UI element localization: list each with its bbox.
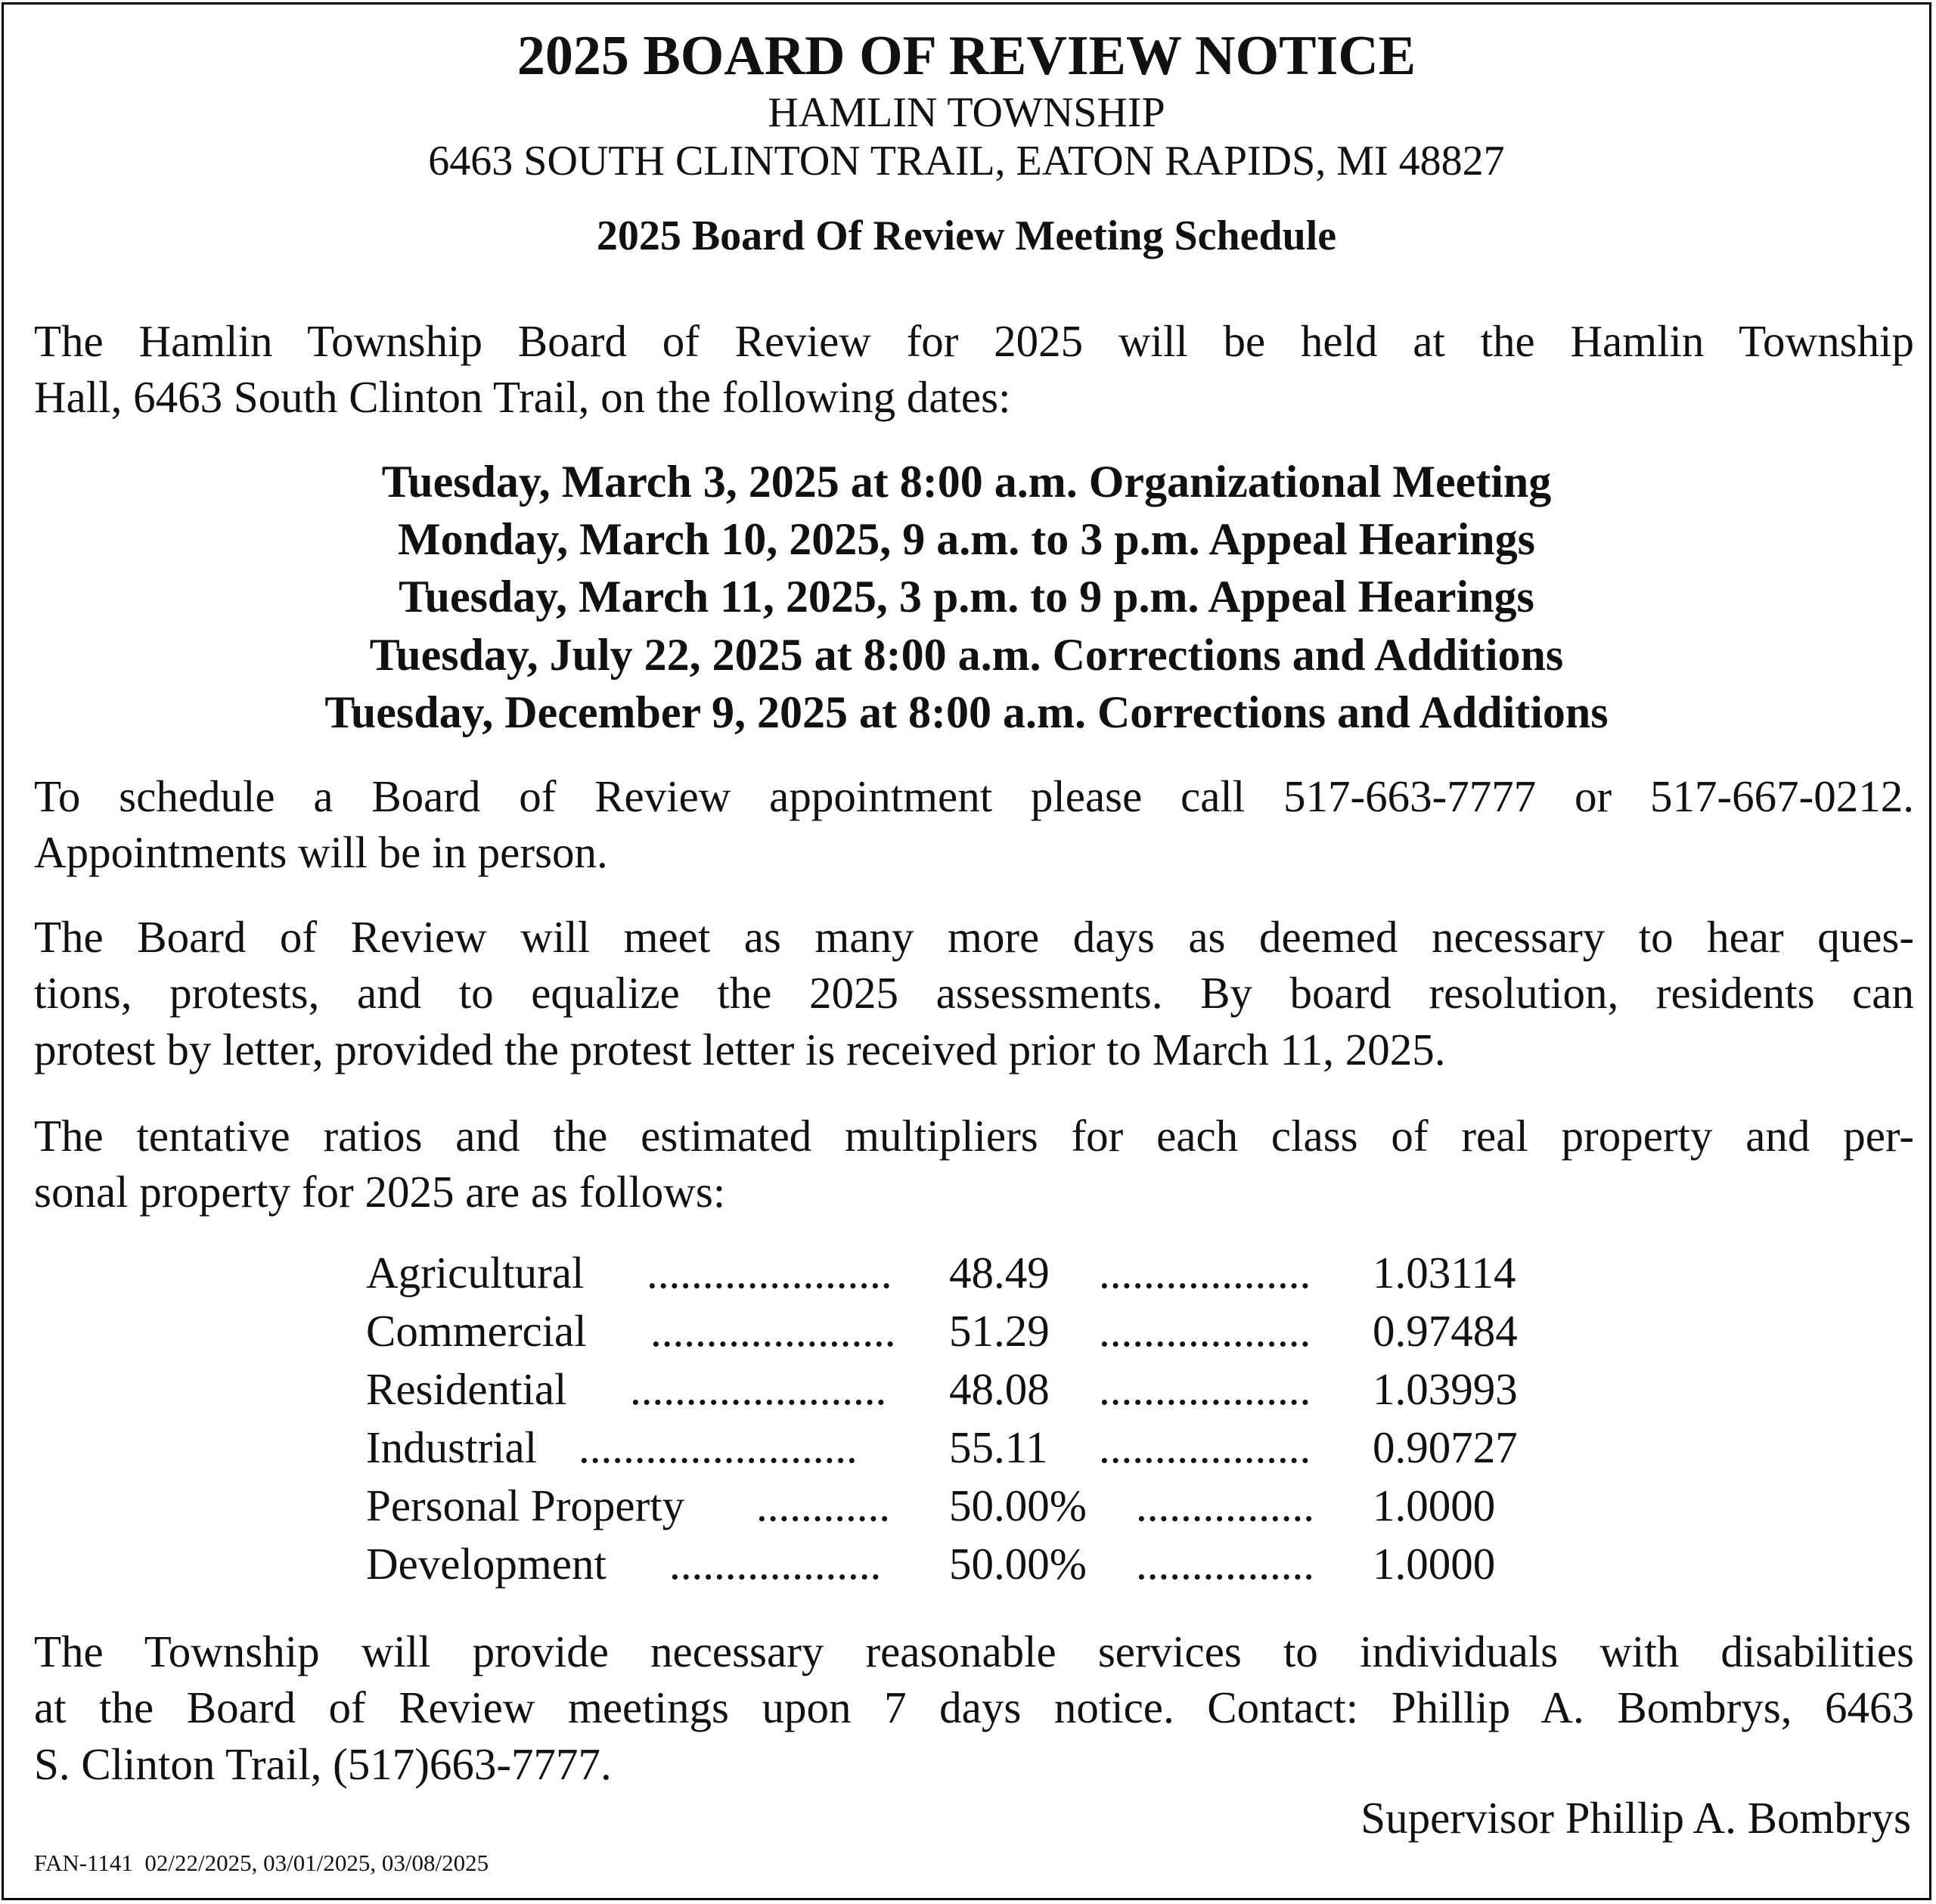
schedule-heading: 2025 Board Of Review Meeting Schedule bbox=[596, 212, 1337, 259]
ratio-value: 55.11 bbox=[949, 1422, 1048, 1472]
ratio-class: Residential bbox=[366, 1364, 567, 1414]
publication-code: FAN-1141 02/22/2025, 03/01/2025, 03/08/2025 bbox=[34, 1850, 489, 1876]
ratio-class: Development bbox=[366, 1539, 607, 1589]
ratio-leader-dots: ................ bbox=[1136, 1539, 1314, 1589]
meetings-line: protest by letter, provided the protest letter is received prior to March 11, 2025. bbox=[34, 1024, 1446, 1074]
ratio-value: 50.00% bbox=[949, 1481, 1087, 1530]
multiplier-value: 1.03993 bbox=[1373, 1364, 1518, 1414]
ratio-leader-dots: ............ bbox=[756, 1481, 890, 1530]
notice-title: 2025 BOARD OF REVIEW NOTICE bbox=[517, 25, 1416, 87]
notice-frame bbox=[2, 2, 1931, 1900]
ratios-intro-line: sonal property for 2025 are as follows: bbox=[34, 1167, 726, 1217]
multiplier-value: 0.90727 bbox=[1373, 1422, 1518, 1472]
supervisor-signature: Supervisor Phillip A. Bombrys bbox=[1360, 1793, 1911, 1843]
accessibility-paragraph bbox=[34, 1623, 1914, 1792]
appointment-line: Appointments will be in person. bbox=[34, 827, 608, 878]
multiplier-value: 1.0000 bbox=[1373, 1481, 1496, 1530]
multiplier-value: 0.97484 bbox=[1373, 1306, 1518, 1356]
ratio-leader-dots: ................... bbox=[1099, 1364, 1311, 1414]
meetings-line: tions, protests, and to equalize the 2025 assessments. By board resolution, residents can bbox=[34, 968, 1914, 1019]
ratio-leader-dots: ................... bbox=[669, 1539, 882, 1589]
ratio-class: Personal Property bbox=[366, 1481, 685, 1530]
ratio-class: Agricultural bbox=[366, 1248, 585, 1298]
ratios-intro-line: The tentative ratios and the estimated multipliers for each class of real property and per- bbox=[34, 1111, 1914, 1161]
meeting-date-item: Monday, March 10, 2025, 9 a.m. to 3 p.m. Appeal Hearings bbox=[398, 514, 1535, 565]
ratio-leader-dots: ...................... bbox=[647, 1248, 892, 1298]
notice-header bbox=[4, 24, 1929, 260]
ratio-leader-dots: ................ bbox=[1136, 1481, 1314, 1530]
ratio-leader-dots: ................... bbox=[1099, 1306, 1311, 1356]
meeting-date-item: Tuesday, July 22, 2025 at 8:00 a.m. Corrections and Additions bbox=[369, 629, 1564, 680]
multiplier-value: 1.03114 bbox=[1373, 1248, 1516, 1298]
meetings-paragraph bbox=[34, 909, 1914, 1078]
schedule-intro-line: Hall, 6463 South Clinton Trail, on the following dates: bbox=[34, 372, 1011, 423]
ratio-value: 51.29 bbox=[949, 1306, 1050, 1356]
meeting-dates bbox=[4, 453, 1929, 741]
ratio-leader-dots: ...................... bbox=[650, 1306, 896, 1356]
ratio-leader-dots: ................... bbox=[1099, 1422, 1311, 1472]
ratio-class: Commercial bbox=[366, 1306, 587, 1356]
ratios-table bbox=[4, 1248, 1929, 1599]
schedule-intro-line: The Hamlin Township Board of Review for 2025 will be held at the Hamlin Township bbox=[34, 316, 1914, 366]
ratio-leader-dots: ................... bbox=[1099, 1248, 1311, 1298]
meeting-date-item: Tuesday, December 9, 2025 at 8:00 a.m. Corrections and Additions bbox=[324, 687, 1609, 737]
multiplier-value: 1.0000 bbox=[1373, 1539, 1496, 1589]
accessibility-line: at the Board of Review meetings upon 7 days notice. Contact: Phillip A. Bombrys, 6463 bbox=[34, 1682, 1914, 1733]
township-name: HAMLIN TOWNSHIP bbox=[768, 89, 1165, 137]
appointment-line: To schedule a Board of Review appointment please call 517-663-7777 or 517-667-0212. bbox=[34, 771, 1914, 821]
township-address: 6463 SOUTH CLINTON TRAIL, EATON RAPIDS, MI 48827 bbox=[428, 138, 1505, 185]
ratio-leader-dots: ....................... bbox=[630, 1364, 887, 1414]
ratio-value: 50.00% bbox=[949, 1539, 1087, 1589]
schedule-intro bbox=[34, 313, 1914, 426]
accessibility-line: The Township will provide necessary reasonable services to individuals with disabilities bbox=[34, 1626, 1914, 1676]
accessibility-line: S. Clinton Trail, (517)663-7777. bbox=[34, 1738, 612, 1789]
ratio-leader-dots: ......................... bbox=[579, 1422, 858, 1472]
meetings-line: The Board of Review will meet as many more days as deemed necessary to hear ques- bbox=[34, 912, 1914, 962]
ratio-value: 48.08 bbox=[949, 1364, 1050, 1414]
meeting-date-item: Tuesday, March 3, 2025 at 8:00 a.m. Organizational Meeting bbox=[381, 457, 1552, 507]
appointment-paragraph bbox=[34, 768, 1914, 881]
meeting-date-item: Tuesday, March 11, 2025, 3 p.m. to 9 p.m. Appeal Hearings bbox=[399, 572, 1534, 622]
ratio-class: Industrial bbox=[366, 1422, 538, 1472]
ratios-intro-paragraph bbox=[34, 1108, 1914, 1220]
ratio-value: 48.49 bbox=[949, 1248, 1050, 1298]
